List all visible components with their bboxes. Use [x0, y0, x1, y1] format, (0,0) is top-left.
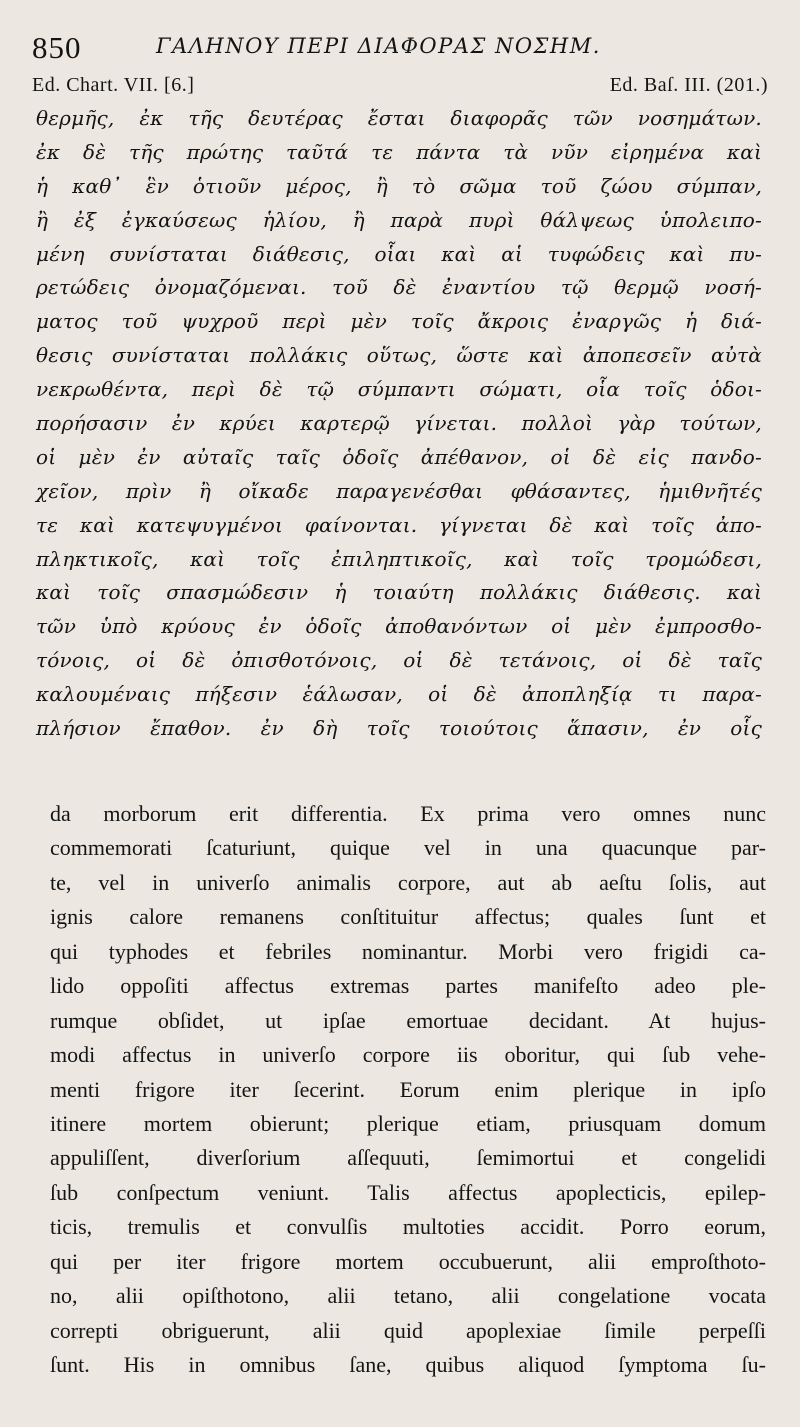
greek-line: χεῖον, πρὶν ἢ οἴκαδε παραγενέσθαι φθάσαντες, ἡμιθνῆτές [36, 478, 762, 503]
greek-line: τε καὶ κατεψυγμένοι φαίνονται. γίγνεται δὲ καὶ τοῖς ἀπο- [36, 512, 762, 537]
latin-line: ticis, tremulis et convulſis multoties accidit. Porro eorum, [50, 1214, 766, 1240]
page-number: 850 [32, 30, 82, 65]
latin-line: itinere mortem obierunt; plerique etiam, priusquam domum [50, 1110, 766, 1136]
greek-line: ἡ καθ᾽ ἓν ὁτιοῦν μέρος, ἢ τὸ σῶμα τοῦ ζώου σύμπαν, [36, 173, 762, 198]
greek-line: πλήσιον ἔπαθον. ἐν δὴ τοῖς τοιούτοις ἅπασιν, ἐν οἷς [36, 716, 762, 741]
latin-line: correpti obriguerunt, alii quid apoplexiae ſimile perpeſſi [50, 1317, 766, 1343]
latin-line: lido oppoſiti affectus extremas partes manifeſto adeo ple- [50, 973, 766, 999]
latin-line: qui typhodes et febriles nominantur. Morbi vero frigidi ca- [50, 938, 766, 964]
latin-line: te, vel in univerſo animalis corpore, aut ab aeſtu ſolis, aut [50, 869, 766, 895]
greek-line: καλουμέναις πήξεσιν ἑάλωσαν, οἱ δὲ ἀποπληξίᾳ τι παρα- [36, 682, 762, 707]
edition-reference-basel: Ed. Baſ. III. (201.) [609, 74, 768, 96]
greek-line: θερμῆς, ἐκ τῆς δευτέρας ἔσται διαφορᾶς τῶν νοσημάτων. [36, 106, 762, 130]
greek-line: οἱ μὲν ἐν αὐταῖς ταῖς ὁδοῖς ἀπέθανον, οἱ δὲ εἰς πανδο- [36, 444, 762, 469]
latin-line: rumque obſidet, ut ipſae emortuae decidant. At hujus- [50, 1007, 766, 1033]
greek-line: ἢ ἐξ ἐγκαύσεως ἡλίου, ἢ παρὰ πυρὶ θάλψεως ὑπολειπο- [36, 207, 762, 232]
latin-line: no, alii opiſthotono, alii tetano, alii congelatione vocata [50, 1283, 766, 1309]
greek-text-block [36, 102, 762, 746]
latin-line: da morborum erit differentia. Ex prima vero omnes nunc [50, 801, 766, 826]
greek-line: τόνοις, οἱ δὲ ὀπισθοτόνοις, οἱ δὲ τετάνοις, οἱ δὲ ταῖς [36, 648, 762, 673]
latin-line: ignis calore remanens conſtituitur affectus; quales ſunt et [50, 904, 766, 930]
greek-line: ἐκ δὲ τῆς πρώτης ταῦτά τε πάντα τὰ νῦν εἰρημένα καὶ [36, 139, 762, 164]
running-title: ΓΑΛΗΝΟΥ ΠΕΡΙ ΔΙΑΦΟΡΑΣ ΝΟΣΗΜ. [156, 34, 601, 58]
latin-line: commemorati ſcaturiunt, quique vel in una quacunque par- [50, 835, 766, 861]
latin-line: ſub conſpectum veniunt. Talis affectus apoplecticis, epilep- [50, 1179, 766, 1205]
latin-line: modi affectus in univerſo corpore iis oboritur, qui ſub vehe- [50, 1042, 766, 1068]
greek-line: καὶ τοῖς σπασμώδεσιν ἡ τοιαύτη πολλάκις διάθεσις. καὶ [36, 580, 762, 605]
edition-references [32, 74, 768, 104]
greek-line: νεκρωθέντα, περὶ δὲ τῷ σύμπαντι σώματι, οἷα τοῖς ὁδοι- [36, 377, 762, 402]
greek-line: πορήσασιν ἐν κρύει καρτερῷ γίνεται. πολλοὶ γὰρ τούτων, [36, 411, 762, 436]
latin-text-block [50, 797, 766, 1382]
running-head [32, 28, 770, 68]
latin-line: qui per iter frigore mortem occubuerunt, alii emproſthoto- [50, 1248, 766, 1274]
latin-line: menti frigore iter ſecerint. Eorum enim plerique in ipſo [50, 1076, 766, 1102]
greek-line: θεσις συνίσταται πολλάκις οὕτως, ὥστε καὶ ἀποπεσεῖν αὐτὰ [36, 343, 762, 368]
greek-line: τῶν ὑπὸ κρύους ἐν ὁδοῖς ἀποθανόντων οἱ μὲν ἐμπροσθο- [36, 614, 762, 639]
greek-line: μένη συνίσταται διάθεσις, οἷαι καὶ αἱ τυφώδεις καὶ πυ- [36, 241, 762, 266]
greek-line: ρετώδεις ὀνομαζόμεναι. τοῦ δὲ ἐναντίου τῷ θερμῷ νοσή- [36, 275, 762, 300]
latin-line: appuliſſent, diverſorium aſſequuti, ſemimortui et congelidi [50, 1145, 766, 1171]
latin-line: ſunt. His in omnibus ſane, quibus aliquod ſymptoma ſu- [50, 1352, 766, 1377]
edition-reference-chartier: Ed. Chart. VII. [6.] [32, 74, 195, 96]
greek-line: πληκτικοῖς, καὶ τοῖς ἐπιληπτικοῖς, καὶ τοῖς τρομώδεσι, [36, 546, 762, 571]
greek-line: ματος τοῦ ψυχροῦ περὶ μὲν τοῖς ἄκροις ἐναργῶς ἡ διά- [36, 309, 762, 334]
